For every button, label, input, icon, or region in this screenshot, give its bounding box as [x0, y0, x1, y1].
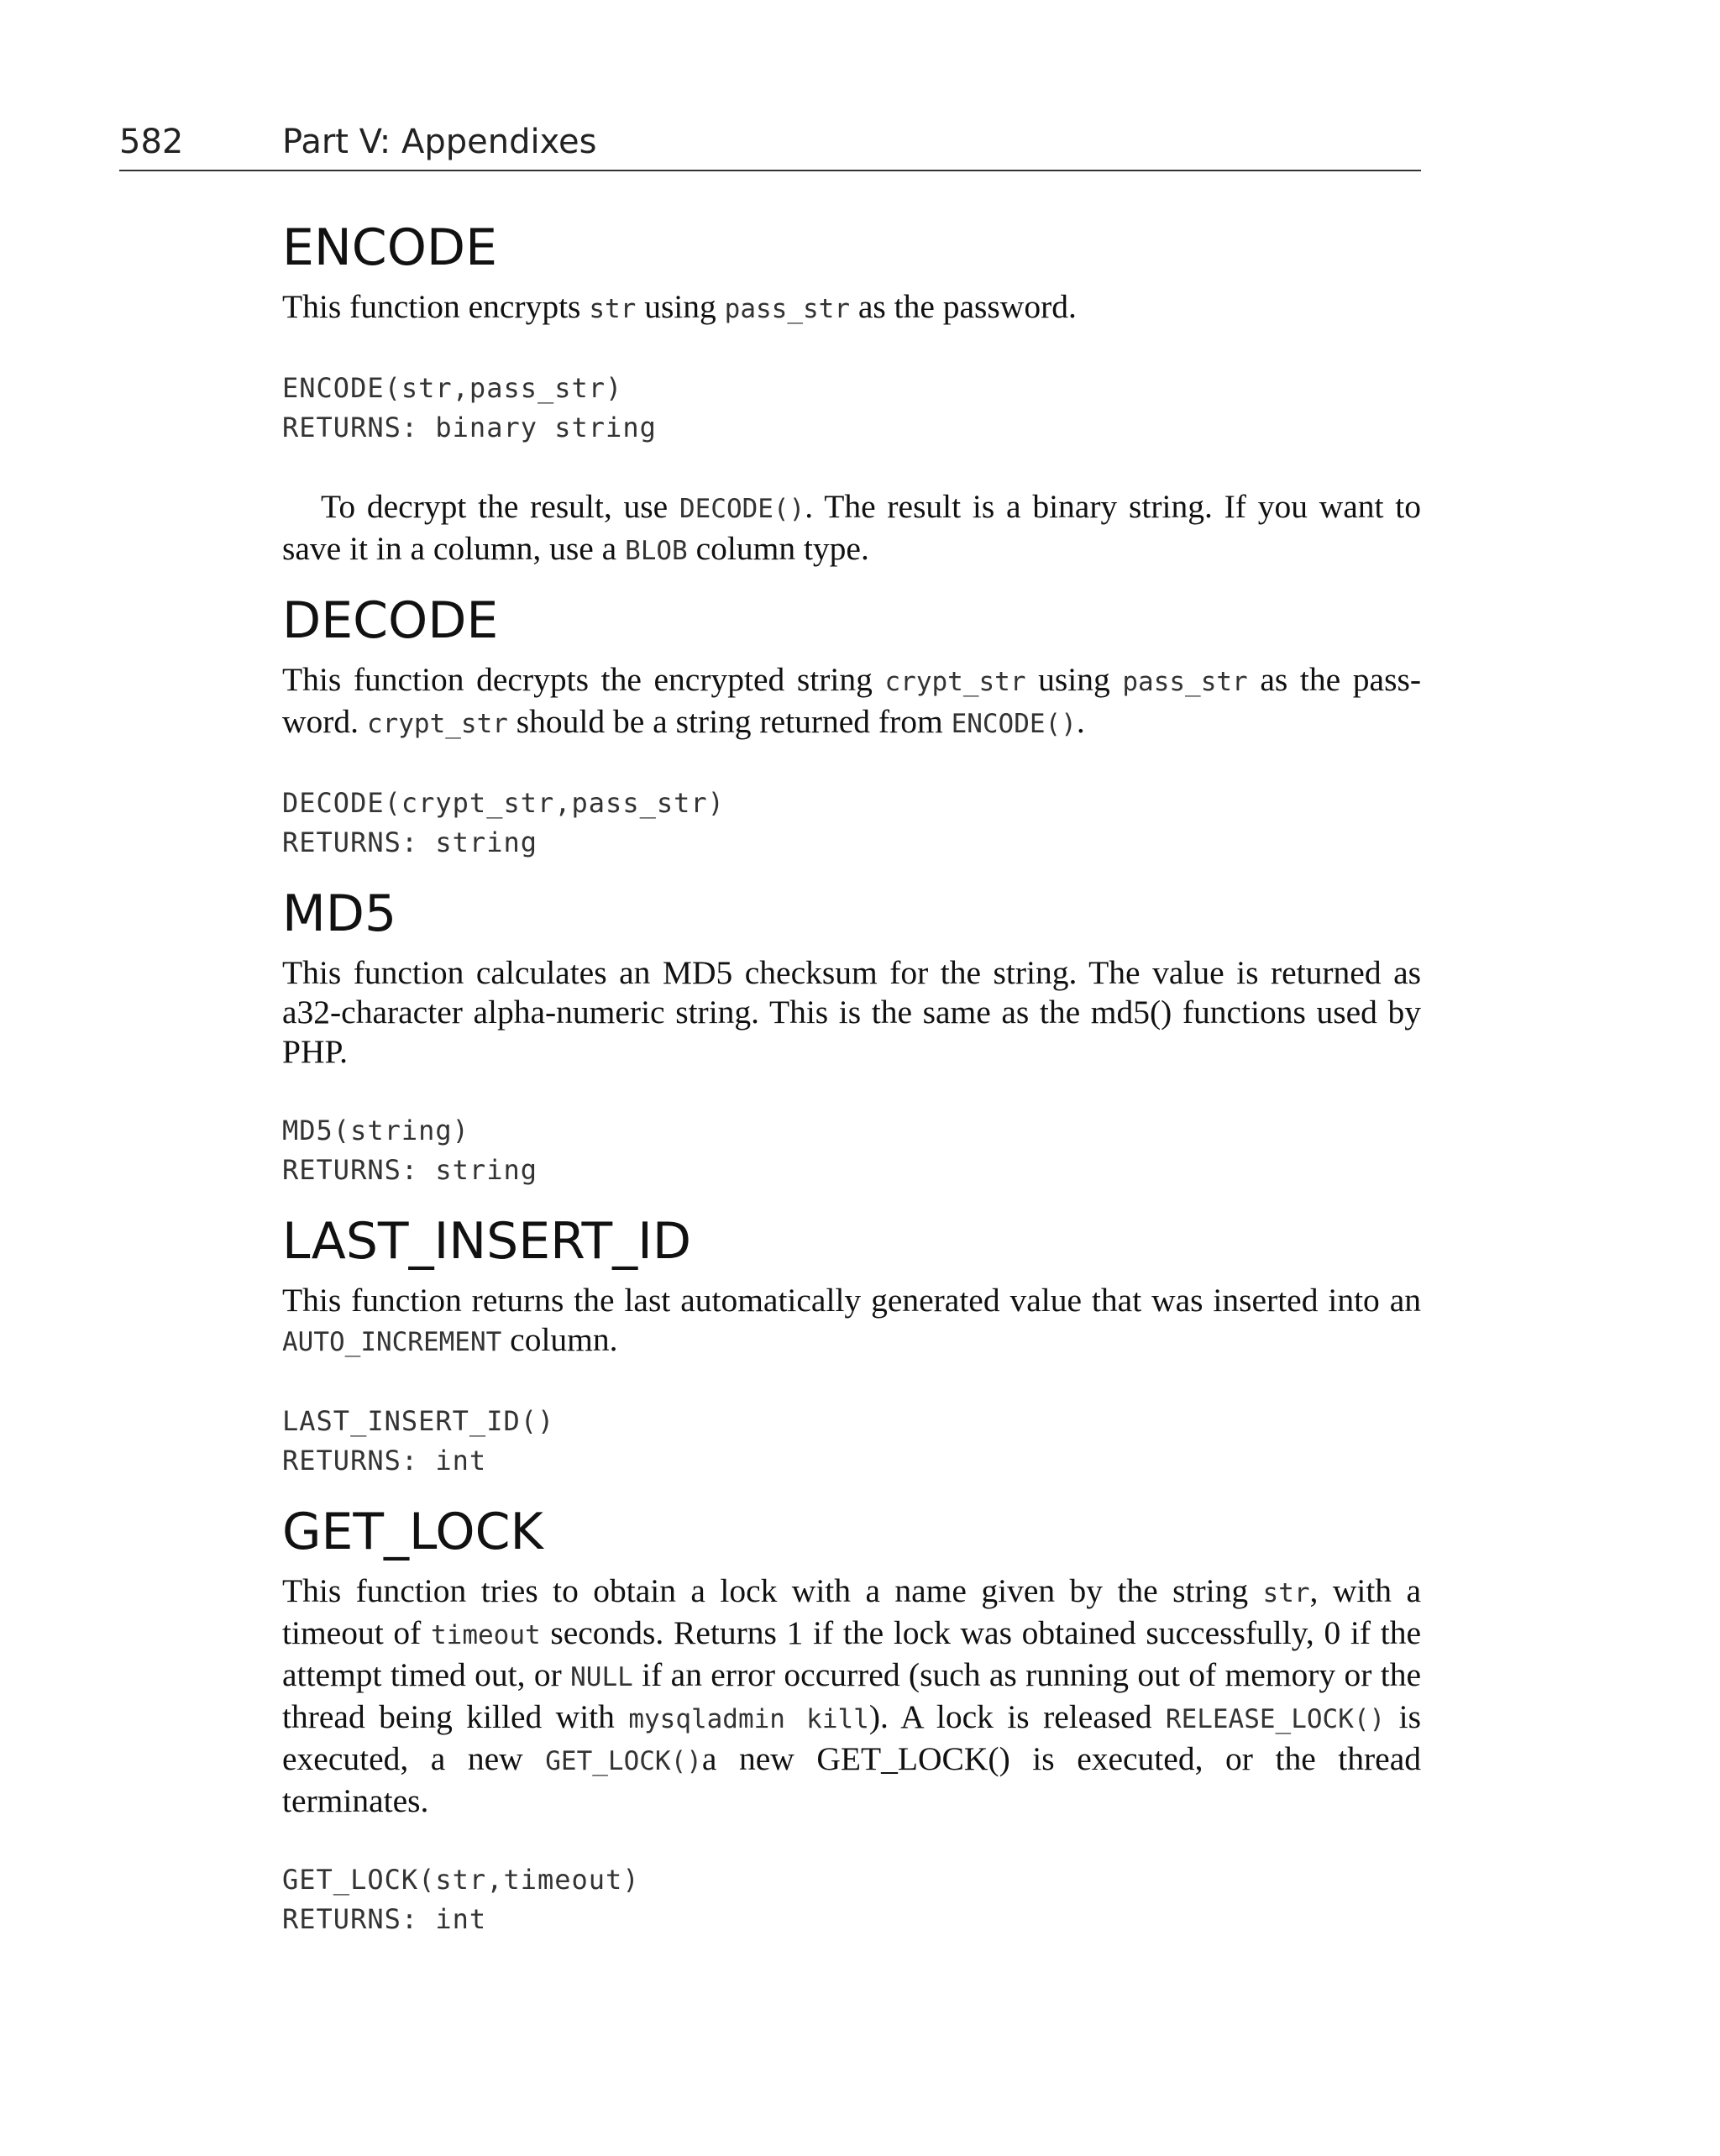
- section-heading: MD5: [282, 884, 397, 943]
- section-description: [282, 1281, 1421, 1362]
- section-decode: [282, 593, 1421, 863]
- text-run: if an error occurred (such as running out of memory or the thread being killed with: [282, 1656, 1421, 1735]
- section-description: [282, 660, 1421, 744]
- inline-code: GET_LOCK(): [545, 1746, 702, 1776]
- section-md5: [282, 886, 1421, 1190]
- inline-code: ENCODE(): [951, 709, 1077, 739]
- syntax-block: [282, 369, 1421, 448]
- inline-code: AUTO_INCREMENT: [282, 1327, 502, 1357]
- inline-code: pass_str: [724, 294, 850, 324]
- syntax-block: [282, 1111, 1421, 1190]
- syntax-line: LAST_INSERT_ID(): [282, 1405, 555, 1437]
- section-heading: GET_LOCK: [282, 1503, 543, 1561]
- syntax-line: MD5(string): [282, 1115, 469, 1146]
- page-number: 582: [119, 123, 184, 161]
- text-run: This function decrypts the encrypted string: [282, 661, 885, 698]
- running-header: [119, 118, 1421, 171]
- syntax-line: ENCODE(str,pass_str): [282, 372, 623, 404]
- inline-code: timeout: [431, 1620, 541, 1650]
- inline-code: DECODE(): [679, 494, 805, 524]
- section-description: [282, 953, 1421, 1072]
- text-run: column type.: [687, 530, 869, 567]
- text-run: This function returns the last automatically generated value that was inserted into an: [282, 1282, 1421, 1319]
- section-description: [282, 1571, 1421, 1821]
- text-run: seconds. Returns 1 if the lock was obtained successfully, 0 if the attempt timed out, or: [282, 1614, 1421, 1693]
- text-run: ). A lock is released: [868, 1698, 1166, 1735]
- inline-code: crypt_str: [884, 667, 1026, 697]
- inline-code: NULL: [570, 1662, 633, 1692]
- text-run: using: [1025, 661, 1123, 698]
- returns-line: RETURNS: string: [282, 826, 538, 858]
- part-title: Part V: Appendixes: [282, 123, 597, 161]
- text-run: a new GET_LOCK() is executed, or the thread terminates.: [282, 1740, 1421, 1819]
- text-run: This function calculates an MD5 checksum for the string. The value is returned as a32-character alpha-numeric string. This is the same as the md5() functions used by PHP.: [282, 954, 1421, 1070]
- inline-code: crypt_str: [366, 709, 508, 739]
- syntax-line: GET_LOCK(str,timeout): [282, 1864, 640, 1896]
- inline-code: str: [1262, 1578, 1310, 1608]
- syntax-block: [282, 784, 1421, 863]
- section-last-insert-id: [282, 1214, 1421, 1481]
- text-run: To decrypt the result, use: [321, 488, 679, 525]
- text-run: as the password.: [282, 661, 1421, 740]
- text-run: , with a timeout of: [282, 1572, 1422, 1651]
- section-encode: [282, 220, 1421, 571]
- text-run: should be a string returned from: [507, 703, 952, 740]
- section-heading: LAST_INSERT_ID: [282, 1212, 692, 1271]
- section-get-lock: [282, 1504, 1421, 1939]
- inline-code: BLOB: [625, 536, 688, 566]
- inline-code: mysqladmin kill: [628, 1704, 869, 1734]
- inline-code: pass_str: [1122, 667, 1248, 697]
- section-note: [282, 487, 1421, 571]
- inline-code: RELEASE_​LOCK(): [1165, 1704, 1386, 1734]
- text-run: using: [636, 288, 725, 325]
- syntax-block: [282, 1402, 1421, 1481]
- text-run: is executed, a new: [282, 1698, 1421, 1777]
- text-run: column.: [501, 1321, 618, 1358]
- returns-line: RETURNS: string: [282, 1154, 538, 1186]
- returns-line: RETURNS: binary string: [282, 412, 657, 443]
- syntax-block: [282, 1860, 1421, 1939]
- inline-code: str: [589, 294, 637, 324]
- returns-line: RETURNS: int: [282, 1903, 487, 1935]
- text-run: This function encrypts: [282, 288, 590, 325]
- text-run: . The result is a binary string. If you want to save it in a column, use a: [282, 488, 1421, 567]
- text-run: This function tries to obtain a lock with a name given by the string: [282, 1572, 1263, 1609]
- section-heading: ENCODE: [282, 218, 498, 277]
- page-body: [282, 220, 1421, 1939]
- section-description: [282, 287, 1421, 329]
- section-heading: DECODE: [282, 591, 499, 650]
- text-run: as the password.: [849, 288, 1077, 325]
- returns-line: RETURNS: int: [282, 1445, 487, 1477]
- text-run: .: [1076, 703, 1085, 740]
- syntax-line: DECODE(crypt_str,pass_str): [282, 787, 725, 819]
